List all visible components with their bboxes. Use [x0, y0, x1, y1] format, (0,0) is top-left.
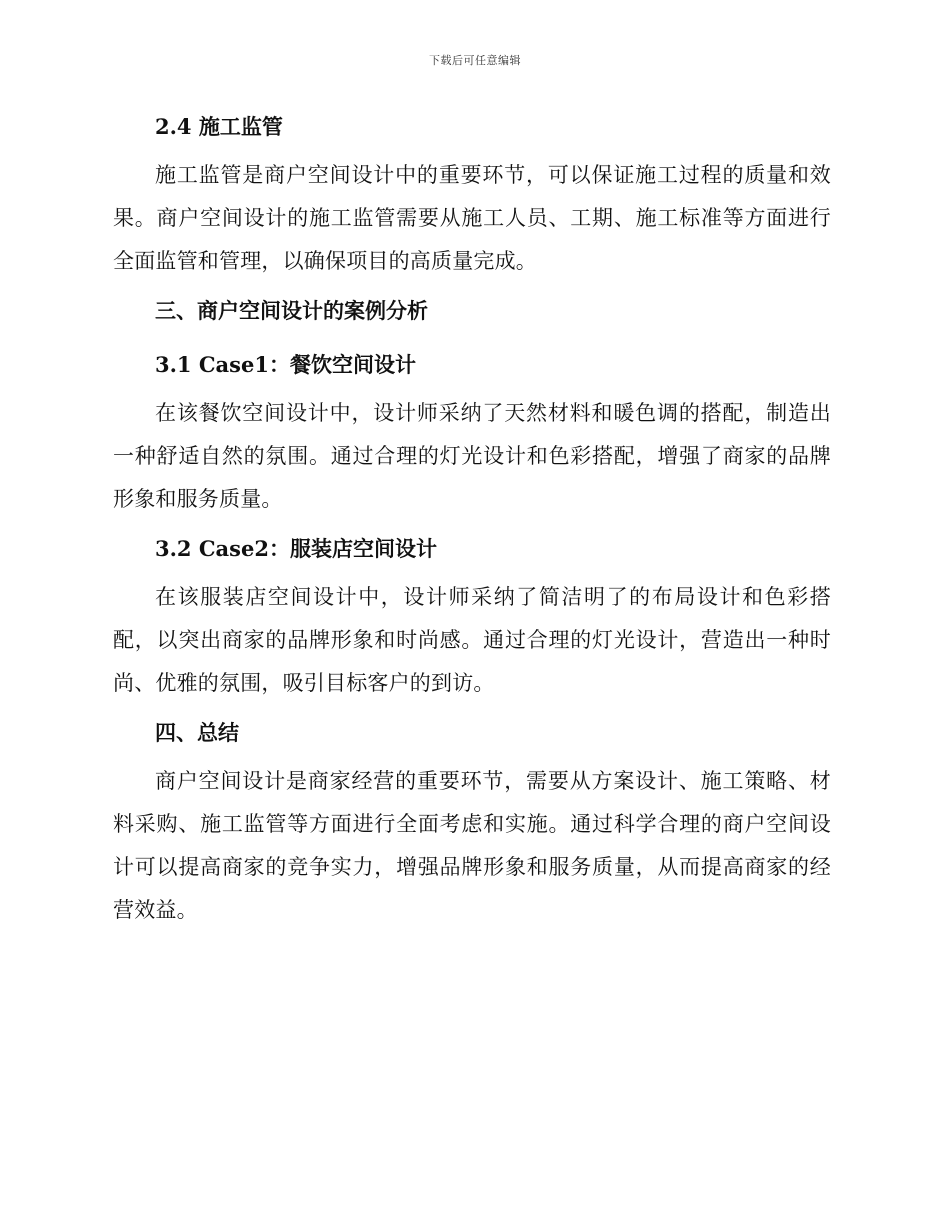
section-heading: 2.4 施工监管	[155, 114, 283, 139]
section-paragraph: 施工监管是商户空间设计中的重要环节，可以保证施工过程的质量和效果。商户空间设计的施工监管需要从施工人员、工期、施工标准等方面进行全面监管和管理，以确保项目的高质量完成。	[113, 163, 831, 273]
section-paragraph: 在该餐饮空间设计中，设计师采纳了天然材料和暖色调的搭配，制造出一种舒适自然的氛围。通过合理的灯光设计和色彩搭配，增强了商家的品牌形象和服务质量。	[113, 401, 831, 511]
section-heading: 3.2 Case2：服装店空间设计	[155, 536, 437, 561]
section-heading: 四、总结	[155, 720, 239, 745]
section-paragraph: 商户空间设计是商家经营的重要环节，需要从方案设计、施工策略、材料采购、施工监管等方面进行全面考虑和实施。通过科学合理的商户空间设计可以提高商家的竞争实力，增强品牌形象和服务质量，从而提高商家的经营效益。	[113, 769, 831, 922]
document-body	[113, 110, 831, 932]
page-header: 下载后可任意编辑	[429, 54, 521, 67]
section-heading: 3.1 Case1：餐饮空间设计	[155, 352, 416, 377]
section-paragraph: 在该服装店空间设计中，设计师采纳了简洁明了的布局设计和色彩搭配，以突出商家的品牌形象和时尚感。通过合理的灯光设计，营造出一种时尚、优雅的氛围，吸引目标客户的到访。	[113, 585, 831, 695]
section-heading: 三、商户空间设计的案例分析	[155, 298, 428, 323]
